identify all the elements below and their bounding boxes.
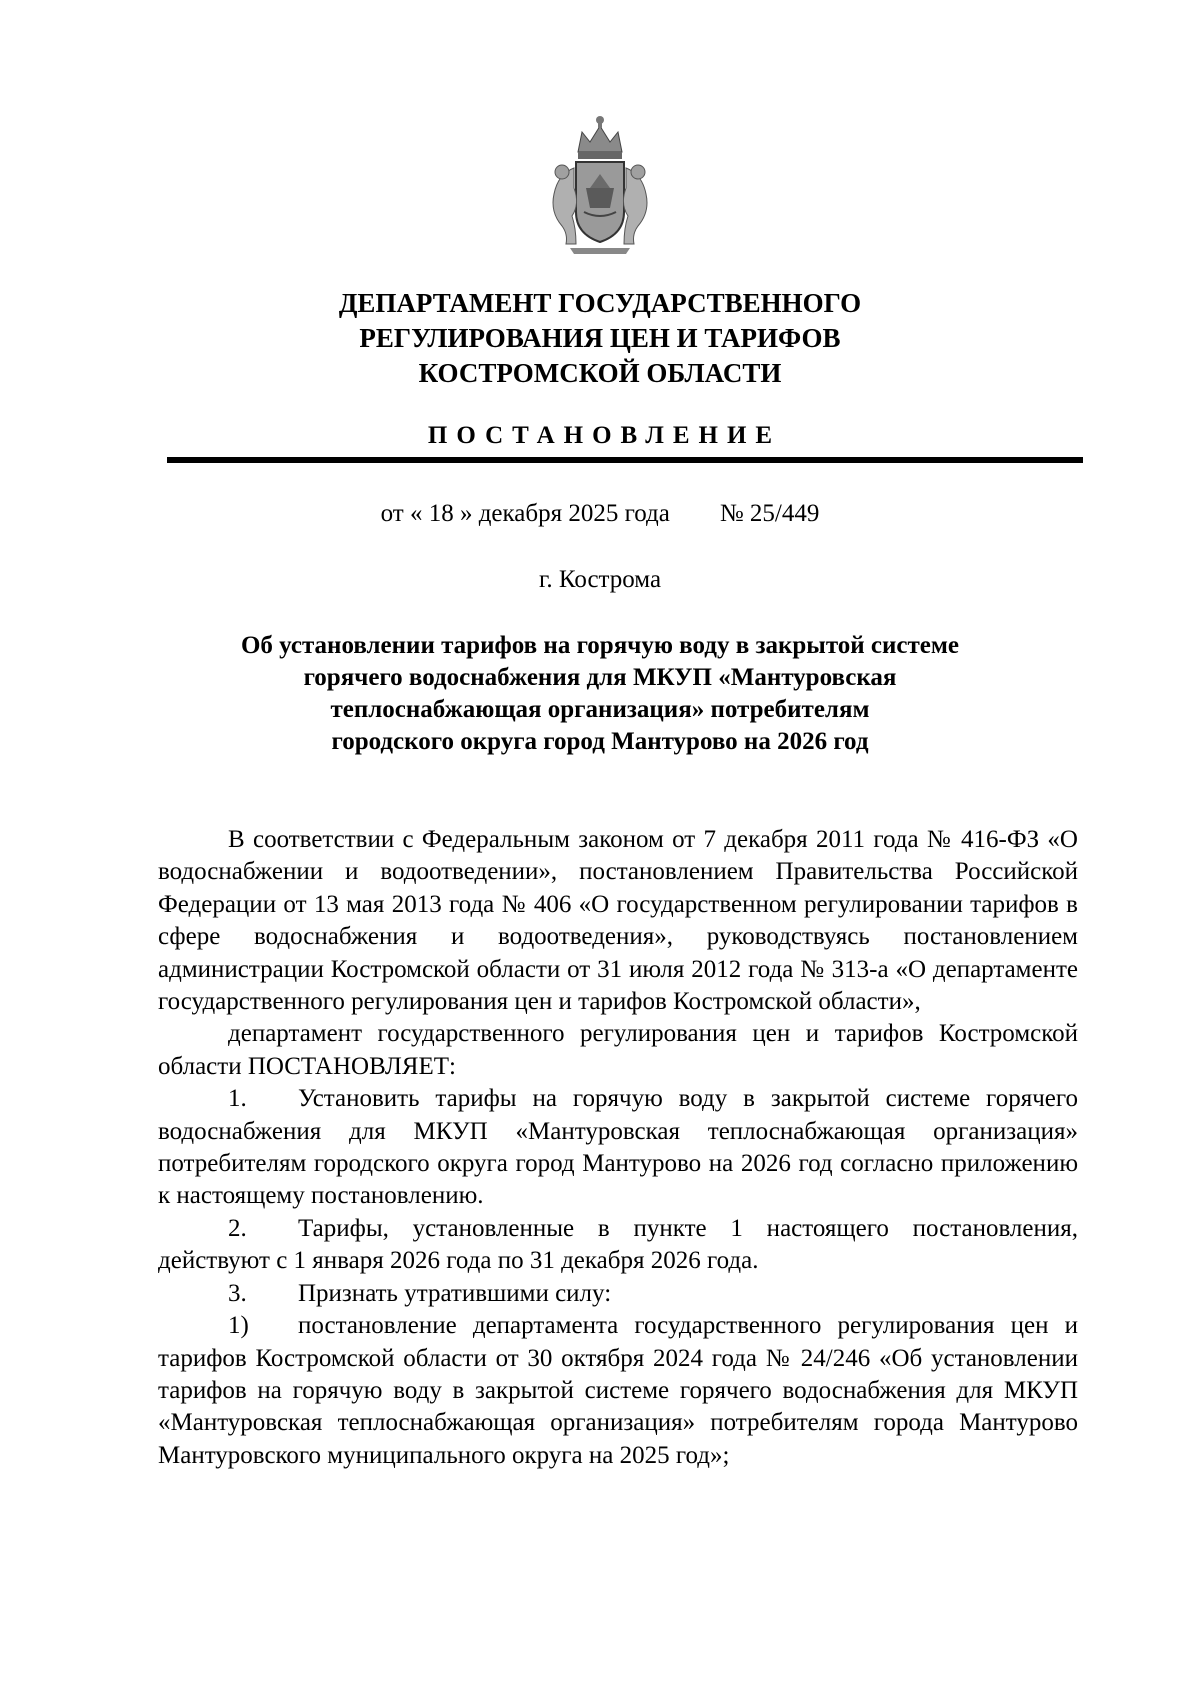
document-title — [0, 630, 1200, 758]
item-text: Тарифы, установленные в пункте 1 настоящего постановления, действуют с 1 января 2026 года по 31 декабря 2026 года. — [158, 1214, 1078, 1275]
department-line-3: КОСТРОМСКОЙ ОБЛАСТИ — [418, 358, 782, 388]
department-line-2: РЕГУЛИРОВАНИЯ ЦЕН И ТАРИФОВ — [359, 323, 841, 353]
decree-paragraph: департамент государственного регулирования цен и тарифов Костромской области ПОСТАНОВЛЯЕТ: — [158, 1020, 1078, 1080]
item-paragraph — [158, 1310, 1078, 1472]
item-text: постановление департамента государственного регулирования цен и тарифов Костромской области от 30 октября 2024 года № 24/246 «Об установлении тарифов на горячую воду в закрытой системе горячего водоснабжения для МКУП «Мантуровская теплоснабжающая организация» потребителям города Мантурово Мантуровского муниципального округа на 2025 год»; — [158, 1312, 1078, 1469]
item-number: 2. — [228, 1214, 247, 1242]
title-line-4: городского округа город Мантурово на 2026 год — [331, 728, 869, 755]
item-paragraph — [158, 1278, 1078, 1310]
department-line-1: ДЕПАРТАМЕНТ ГОСУДАРСТВЕННОГО — [338, 288, 862, 318]
title-line-3: теплоснабжающая организация» потребителям — [330, 696, 870, 723]
department-name — [0, 286, 1200, 391]
document-city: г. Кострома — [538, 566, 662, 593]
preamble-paragraph: В соответствии с Федеральным законом от 7 декабря 2011 года № 416-ФЗ «О водоснабжении и водоотведении», постановлением Правительства Российской Федерации от 13 мая 2013 года № 406 «О государственном регулировании тарифов в сфере водоснабжения и водоотведения», руководствуясь постановлением администрации Костромской области от 31 июля 2012 года № 313-а «О департаменте государственного регулирования цен и тарифов Костромской области», — [158, 826, 1078, 1016]
item-number: 1. — [228, 1085, 247, 1113]
item-text: Признать утратившими силу: — [298, 1279, 612, 1307]
item-paragraph — [158, 1083, 1078, 1213]
item-number: 3. — [228, 1279, 247, 1307]
item-paragraph — [158, 1213, 1078, 1278]
item-number: 1) — [228, 1312, 249, 1340]
coat-of-arms-icon — [540, 108, 660, 258]
title-line-2: горячего водоснабжения для МКУП «Мантуровская — [303, 664, 897, 691]
title-line-1: Об установлении тарифов на горячую воду в закрытой системе — [240, 632, 960, 659]
document-number: № 25/449 — [719, 500, 820, 527]
date-line — [0, 500, 1200, 528]
header-divider — [167, 457, 1083, 463]
document-type: ПОСТАНОВЛЕНИЕ — [427, 422, 782, 449]
document-body — [158, 824, 1078, 1472]
document-date: от « 18 » декабря 2025 года — [380, 500, 670, 527]
item-text: Установить тарифы на горячую воду в закрытой системе горячего водоснабжения для МКУП «Мантуровская теплоснабжающая организация» потребителям городского округа город Мантурово на 2026 год согласно приложению к настоящему постановлению. — [158, 1085, 1078, 1210]
